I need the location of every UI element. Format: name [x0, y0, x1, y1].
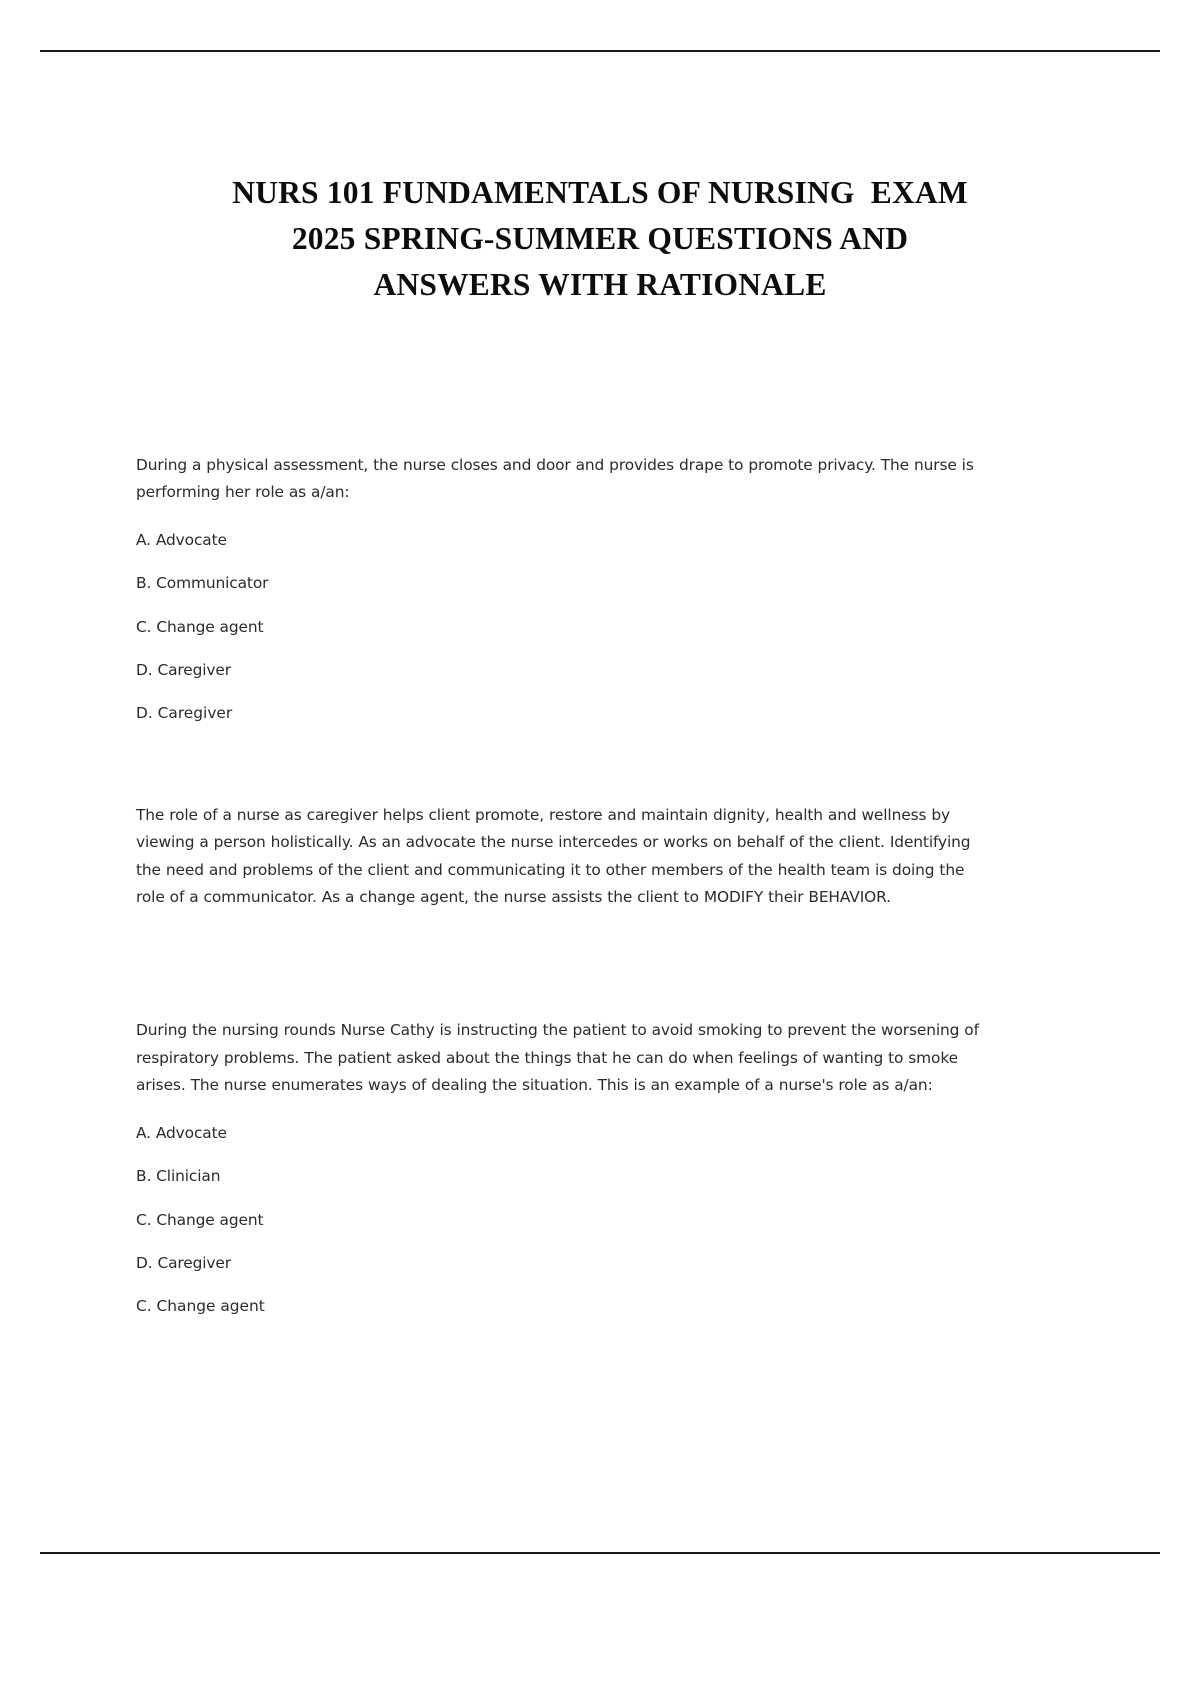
page-title-line-3: ANSWERS WITH RATIONALE	[373, 267, 827, 302]
question-option-b[interactable]: B. Communicator	[136, 574, 269, 593]
spacer	[136, 728, 992, 802]
question-option-a[interactable]: A. Advocate	[136, 1123, 227, 1142]
question-answer: D. Caregiver	[136, 704, 233, 723]
question-stem: During a physical assessment, the nurse closes and door and provides drape to promote privacy. The nurse is performing her role as a/an:	[136, 456, 974, 502]
question-option-d[interactable]: D. Caregiver	[136, 1253, 231, 1272]
question-block-2	[136, 1017, 992, 1320]
spacer	[136, 931, 992, 1017]
page-bottom-rule	[40, 1552, 1160, 1554]
page-title-line-2: 2025 SPRING-SUMMER QUESTIONS AND	[291, 221, 909, 256]
question-block-1	[136, 452, 992, 911]
question-rationale: The role of a nurse as caregiver helps client promote, restore and maintain dignity, health and wellness by viewing a person holistically. As an advocate the nurse intercedes or works on behalf of the client. Identifying the need and problems of the client and communicating it to other members of the health team is doing the role of a communicator. As a change agent, the nurse assists the client to MODIFY their BEHAVIOR.	[136, 805, 971, 907]
document-body	[136, 452, 992, 1321]
page-top-rule	[40, 50, 1160, 52]
question-option-b[interactable]: B. Clinician	[136, 1167, 221, 1186]
question-option-d[interactable]: D. Caregiver	[136, 661, 231, 680]
page-title-line-1: NURS 101 FUNDAMENTALS OF NURSING EXAM	[232, 175, 968, 210]
question-option-c[interactable]: C. Change agent	[136, 617, 264, 636]
question-option-c[interactable]: C. Change agent	[136, 1210, 264, 1229]
question-stem: During the nursing rounds Nurse Cathy is instructing the patient to avoid smoking to prevent the worsening of respiratory problems. The patient asked about the things that he can do when feelings of wanting to smoke arises. The nurse enumerates ways of dealing the situation. This is an example of a nurse's role as a/an:	[136, 1021, 979, 1095]
question-option-a[interactable]: A. Advocate	[136, 530, 227, 549]
question-answer: C. Change agent	[136, 1297, 265, 1316]
page-title	[110, 170, 1090, 308]
